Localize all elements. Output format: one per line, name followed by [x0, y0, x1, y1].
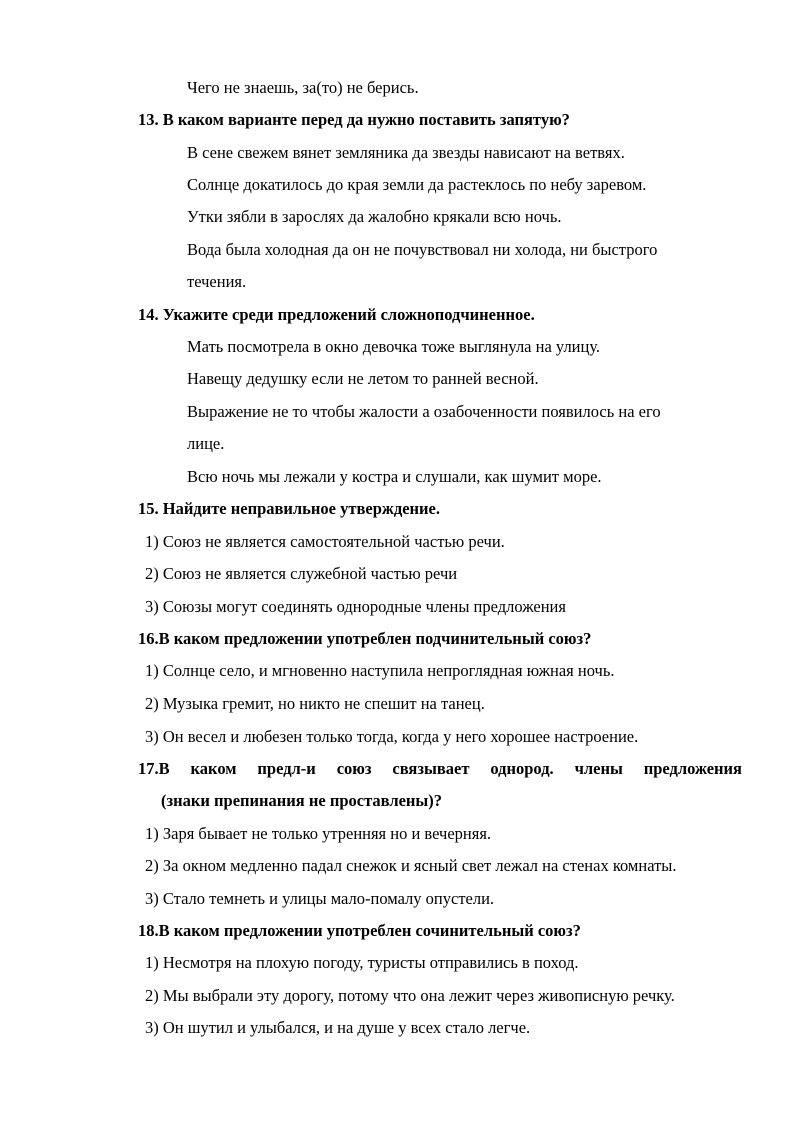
- q13-item: Солнце докатилось до края земли да растеклось по небу заревом.: [187, 175, 647, 194]
- q18-option: 3) Он шутил и улыбался, и на душе у всех стало легче.: [145, 1018, 531, 1037]
- proverb-line: Чего не знаешь, за(то) не берись.: [187, 78, 419, 97]
- q17-option: 1) Заря бывает не только утренняя но и вечерняя.: [145, 824, 492, 843]
- question-17-title-continuation: (знаки препинания не проставлены)?: [161, 791, 443, 810]
- q15-option: 2) Союз не является служебной частью речи: [145, 564, 458, 583]
- q14-item: Выражение не то чтобы жалости а озабоченности появилось на его: [187, 402, 661, 421]
- question-14-title: 14. Укажите среди предложений сложноподчиненное.: [138, 305, 535, 324]
- q16-option: 1) Солнце село, и мгновенно наступила непроглядная южная ночь.: [145, 661, 615, 680]
- q16-option: 2) Музыка гремит, но никто не спешит на танец.: [145, 694, 485, 713]
- q14-item: Всю ночь мы лежали у костра и слушали, как шумит море.: [187, 467, 602, 486]
- q17-option: 3) Стало темнеть и улицы мало-помалу опустели.: [145, 889, 495, 908]
- q14-item: Мать посмотрела в окно девочка тоже выглянула на улицу.: [187, 337, 601, 356]
- q13-item: Утки зябли в зарослях да жалобно крякали всю ночь.: [187, 207, 562, 226]
- q13-item: В сене свежем вянет земляника да звезды нависают на ветвях.: [187, 143, 625, 162]
- question-15-title: 15. Найдите неправильное утверждение.: [138, 499, 440, 518]
- question-17-title: 17.В каком предл-и союз связывает однород. члены предложения: [138, 759, 742, 778]
- q18-option: 1) Несмотря на плохую погоду, туристы отправились в поход.: [145, 953, 579, 972]
- question-13-title: 13. В каком варианте перед да нужно поставить запятую?: [138, 110, 570, 129]
- q18-option: 2) Мы выбрали эту дорогу, потому что она лежит через живописную речку.: [145, 986, 675, 1005]
- q13-item: Вода была холодная да он не почувствовал ни холода, ни быстрого: [187, 240, 658, 259]
- q14-item-continuation: лице.: [187, 434, 225, 453]
- q17-option: 2) За окном медленно падал снежок и ясный свет лежал на стенах комнаты.: [145, 856, 677, 875]
- q13-item-continuation: течения.: [187, 272, 247, 291]
- question-16-title: 16.В каком предложении употреблен подчинительный союз?: [138, 629, 592, 648]
- q16-option: 3) Он весел и любезен только тогда, когда у него хорошее настроение.: [145, 727, 639, 746]
- q15-option: 1) Союз не является самостоятельной частью речи.: [145, 532, 505, 551]
- question-18-title: 18.В каком предложении употреблен сочинительный союз?: [138, 921, 581, 940]
- q14-item: Навещу дедушку если не летом то ранней весной.: [187, 369, 539, 388]
- q15-option: 3) Союзы могут соединять однородные члены предложения: [145, 597, 566, 616]
